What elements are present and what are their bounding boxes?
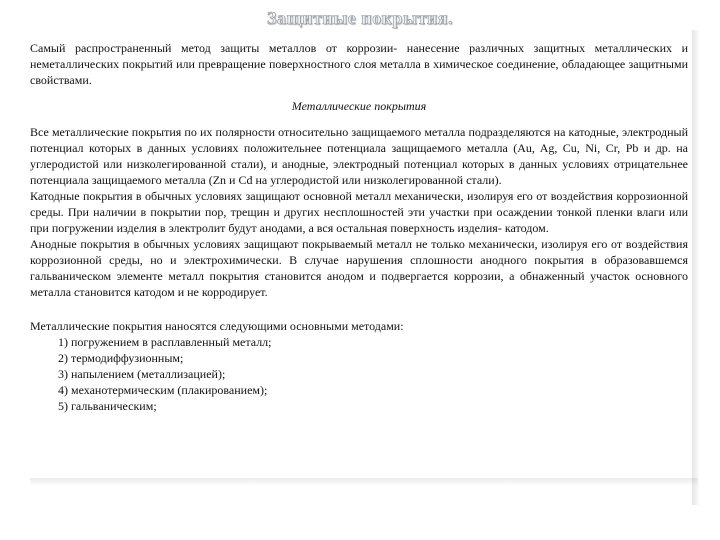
page-shadow-bottom — [30, 478, 698, 486]
slide-title: Защитные покрытия. — [266, 8, 454, 28]
polarity-paragraph: Все металлические покрытия по их полярности относительно защищаемого металла подразделяются на катодные, электродный потенциал которых в данных условиях положительнее потенциала защищаемого металла (Au, Ag, Cu, Ni, Cr, Pb и др. на углеродистой или низколегированной стали), и анодные, электродный потенциал которых в данных условиях отрицательнее потенциала защищаемого металла (Zn и Cd на углеродистой или низколегированной стали). — [30, 125, 688, 187]
section-subheading: Металлические покрытия — [291, 99, 427, 113]
list-item: 3) напылением (металлизацией); — [58, 367, 226, 381]
cathodic-paragraph: Катодные покрытия в обычных условиях защищают основной металл механически, изолируя его от воздействия коррозионной среды. При наличии в покрытии пор, трещин и других несплошностей эти участки при осаждении тонкой пленки влаги или при погружении изделия в электролит будут анодами, а вся остальная поверхность изделия- катодом. — [30, 189, 688, 235]
intro-paragraph: Самый распространенный метод защиты металлов от коррозии- нанесение различных защитных металлических и неметаллических покрытий или превращение поверхностного слоя металла в химическое соединение, обладающее защитными свойствами. — [30, 41, 688, 87]
page-shadow-right — [692, 30, 700, 505]
methods-intro: Металлические покрытия наносятся следующими основными методами: — [30, 319, 404, 333]
anodic-paragraph: Анодные покрытия в обычных условиях защищают покрываемый металл не только механически, изолируя его от воздействия коррозионной среды, но и электрохимически. В случае нарушения сплошности анодного покрытия в образовавшемся гальваническом элементе металл покрытия становится анодом и подвергается коррозии, а обнаженный участок основного металла становится катодом и не корродирует. — [30, 237, 688, 299]
list-item: 2) термодиффузионным; — [58, 351, 184, 365]
list-item: 5) гальваническим; — [58, 399, 157, 413]
slide-body — [30, 40, 688, 414]
list-item: 4) механотермическим (плакированием); — [58, 383, 268, 397]
list-item: 1) погружением в расплавленный металл; — [58, 335, 272, 349]
methods-list — [30, 334, 688, 414]
